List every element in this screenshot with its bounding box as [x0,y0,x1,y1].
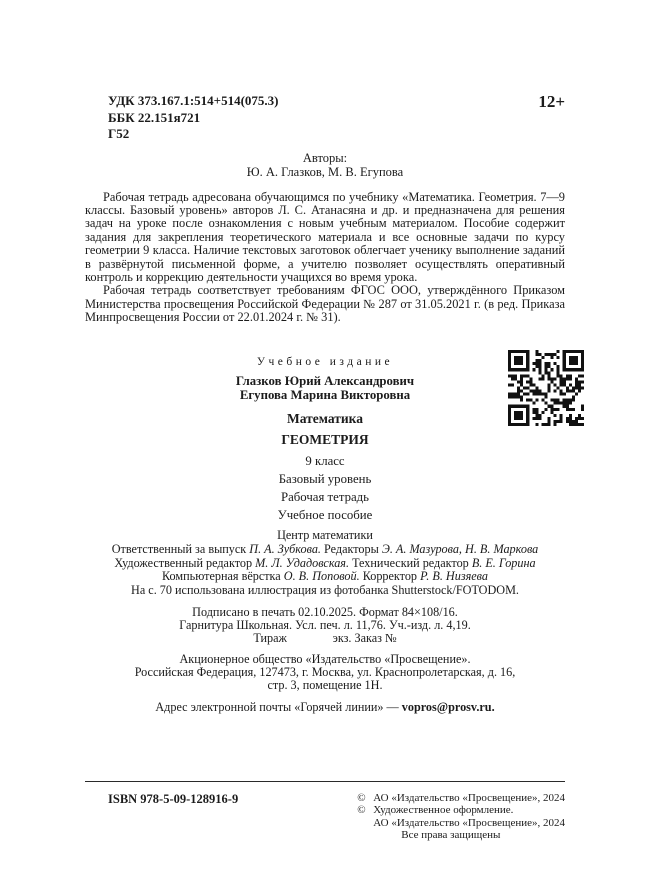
header-row [85,93,565,143]
hotline-email-line: Адрес электронной почты «Горячей линии» — vopros@prosv.ru. [155,700,495,715]
copyright-symbol [357,817,373,829]
edition-title: ГЕОМЕТРИЯ [281,431,369,447]
copyright-text: АО «Издательство «Просвещение», 2024 [373,792,565,804]
copyright-text: Все права защищены [401,829,501,842]
edition-authors [85,374,565,403]
print-info-line-1: Подписано в печать 02.10.2025. Формат 84×108/16. [192,605,458,620]
annotation-paragraph-1: Рабочая тетрадь адресована обучающимся по учебнику «Математика. Геометрия. 7—9 классы. Базовый уровень» авторов Л. С. Атанасяна и др. и предназначена для решения задач на уроке после ознакомления с новым учебным материалом. Пособие содержит задания для закрепления теоретического материала и все основные задачи по курсу геометрии 9 класса. Наличие текстовых заготовок облегчает ученику выполнение заданий в развёрнутой письменной форме, а учителю позволяет осуществлять оперативный контроль и коррекцию деятельности учащихся во время урока. [85,189,565,284]
authors-label: Авторы: [302,150,348,165]
credits-center: Центр математики [277,527,373,542]
copyright-line [357,829,565,841]
copyright-symbol: © [357,792,366,804]
age-rating-badge: 12+ [538,92,565,111]
authors-names: Ю. А. Глазков, М. В. Егупова [246,164,404,179]
copyright-line [357,804,565,816]
copyright-block [357,792,565,842]
copyright-text: АО «Издательство «Просвещение», 2024 [373,816,565,829]
classification-codes [108,93,279,143]
footer [85,792,565,842]
publisher-line-2: Российская Федерация, 127473, г. Москва, ул. Краснопролетарская, д. 16, [134,665,516,680]
edition-kind: Учебное издание [256,355,394,368]
annotation [85,191,565,325]
footer-divider [85,781,565,782]
copyright-line [357,817,565,829]
edition-subtype: Учебное пособие [277,507,373,522]
credits-line-4: На с. 70 использована иллюстрация из фотобанка Shutterstock/FOTODOM. [131,582,519,597]
udk-code: УДК 373.167.1:514+514(075.3) [108,93,279,108]
isbn: ISBN 978-5-09-128916-9 [108,792,239,806]
edition-grade: 9 класс [305,453,345,468]
copyright-symbol: © [357,804,366,817]
publisher-line-3: стр. 3, помещение 1Н. [267,678,383,693]
annotation-paragraph-2: Рабочая тетрадь соответствует требованиям ФГОС ООО, утверждённого Приказом Министерства просвещения Российской Федерации № 287 от 31.05.2021 г. (в ред. Приказа Минпросвещения России от 22.01.2024 г. № 31). [85,283,565,325]
authors-block [85,151,565,179]
copyright-text: Художественное оформление. [373,804,514,817]
copyright-line [357,792,565,804]
credits-block [85,543,565,597]
publisher-block [85,653,565,692]
edition-series: Математика [286,410,363,426]
print-info-line-2: Гарнитура Школьная. Усл. печ. л. 11,76. Уч.-изд. л. 4,19. [179,618,471,633]
print-info-block [85,606,565,645]
edition-author-2: Егупова Марина Викторовна [239,388,411,403]
author-sign-code: Г52 [108,126,130,141]
credits-line-3: Компьютерная вёрстка О. В. Поповой. Корректор Р. В. Низяева [162,569,488,584]
edition-type: Рабочая тетрадь [280,489,370,504]
edition-author-1: Глазков Юрий Александрович [235,373,415,388]
credits-line-2: Художественный редактор М. Л. Удадовская. Технический редактор В. Е. Горина [114,555,536,570]
bbk-code: ББК 22.151я721 [108,109,201,125]
qr-code [508,350,584,426]
edition-level: Базовый уровень [278,471,372,486]
print-info-line-3: Тираж экз. Заказ № [253,631,397,646]
edition-block [85,356,565,715]
credits-line-1: Ответственный за выпуск П. А. Зубкова. Редакторы Э. А. Мазурова, Н. В. Маркова [111,542,539,557]
copyright-symbol [385,829,401,841]
publisher-line-1: Акционерное общество «Издательство «Просвещение». [179,652,471,667]
